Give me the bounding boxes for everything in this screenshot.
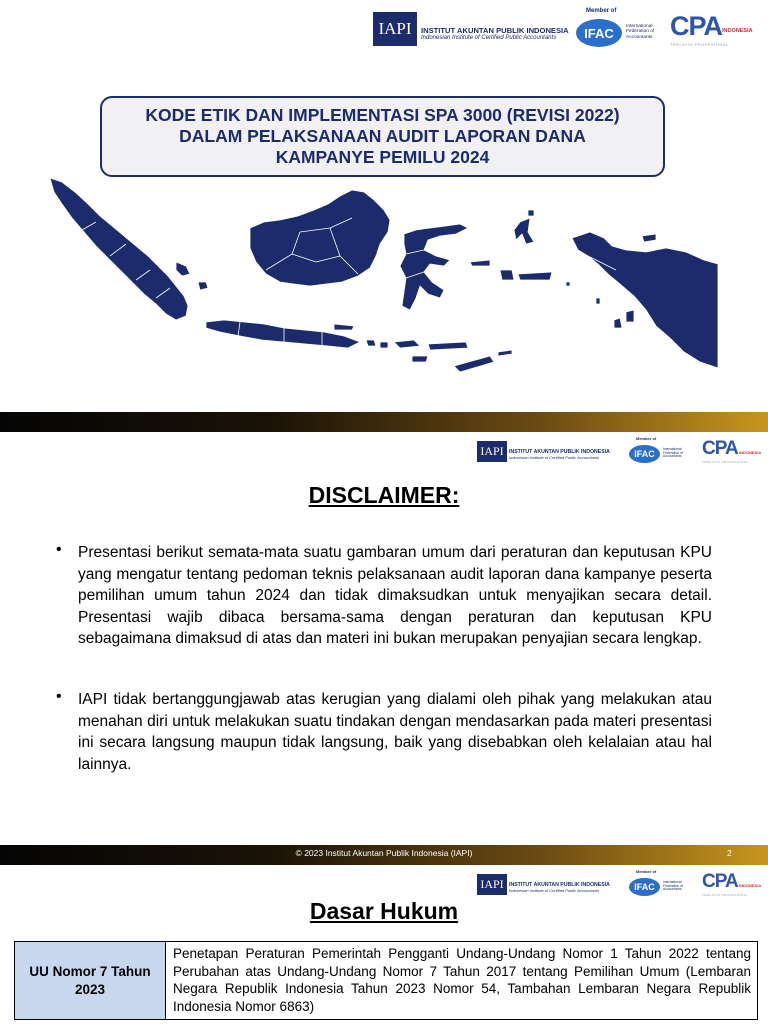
sumba-island: [412, 356, 428, 362]
law-label-cell: UU Nomor 7 Tahun 2023: [15, 942, 166, 1019]
iapi-logo-mark: IAPI: [477, 441, 507, 462]
sumbawa-island: [394, 340, 420, 348]
lombok-island: [380, 342, 388, 348]
aru-island: [626, 310, 634, 322]
bullet-dot-1: •: [56, 541, 62, 558]
ifac-logo-mark: IFAC: [576, 19, 622, 47]
logo-strip-slide-3: [477, 871, 762, 897]
buru-island: [500, 270, 514, 280]
iapi-logo-text: INSTITUT AKUNTAN PUBLIK INDONESIA Indonesian Institute of Certified Public Accountants: [421, 25, 569, 41]
bali-island: [366, 340, 376, 346]
ifac-logo: Member of IFAC International Federation of Accountants: [629, 439, 693, 463]
ifac-logo-mark: IFAC: [629, 445, 660, 463]
iapi-logo-text: INSTITUT AKUNTAN PUBLIK INDONESIA Indonesian Institute of Certified Public Accountants: [509, 449, 610, 460]
madura-island: [334, 324, 354, 330]
title-line-2: DALAM PELAKSANAAN AUDIT LAPORAN DANA: [179, 126, 586, 146]
ifac-logo: Member of IFAC International Federation of Accountants: [629, 872, 693, 896]
logo-strip-top: [373, 8, 753, 47]
bangka-island: [176, 262, 190, 276]
sulawesi-island: [400, 224, 468, 310]
page-number: 2: [727, 848, 732, 858]
seram-island: [518, 272, 552, 280]
wetar-island: [498, 350, 512, 356]
slide-divider-bar-1: [0, 412, 768, 432]
sula-island: [470, 260, 490, 266]
disclaimer-bullet-1: Presentasi berikut semata-mata suatu gambaran umum dari peraturan dan keputusan KPU yang mengatur tentang pedoman teknis pelaksanaan audit laporan dana kampanye peserta pemilihan umum tahun 2024 dan tidak dimaksudkan untuk menyajikan secara detail. Presentasi wajib dibaca bersama-sama dengan peraturan dan keputusan KPU sebagaimana dimaksud di atas dan materi ini bukan merupakan penyajian secara lengkap.: [78, 544, 712, 647]
indonesia-map: [0, 170, 768, 385]
tanimbar-island: [614, 318, 622, 328]
belitung-island: [198, 282, 208, 290]
logo-strip-slide-2: [477, 438, 762, 464]
halmahera-island: [514, 218, 534, 244]
title-line-1: KODE ETIK DAN IMPLEMENTASI SPA 3000 (REVISI 2022): [145, 105, 620, 125]
cpa-indonesia-logo: CPA INDONESIA TERLATIH PROFESIONAL: [702, 438, 762, 464]
iapi-logo-mark: IAPI: [373, 12, 417, 46]
cpa-indonesia-logo: CPA INDONESIA TERLATIH PROFESIONAL: [670, 11, 753, 47]
slide-1-title-box: [100, 96, 665, 177]
legal-basis-table: [14, 941, 758, 1020]
timor-island: [454, 356, 494, 372]
title-line-3: KAMPANYE PEMILU 2024: [275, 147, 490, 167]
iapi-logo-mark: IAPI: [477, 874, 507, 895]
dasar-hukum-heading: Dasar Hukum: [309, 898, 459, 924]
morotai-island: [528, 210, 534, 216]
disclaimer-bullet-2: IAPI tidak bertanggungjawab atas kerugian yang dialami oleh pihak yang melakukan atau menahan diri untuk melakukan suatu tindakan dengan mendasarkan pada materi presentasi ini secara langsung maupun tidak langsung, baik yang disebabkan oleh kelalaian atau hal lainnya.: [78, 691, 712, 773]
ifac-logo-mark: IFAC: [629, 878, 660, 896]
cpa-indonesia-logo: CPA INDONESIA TERLATIH PROFESIONAL: [702, 871, 762, 897]
ifac-logo: Member of IFAC International Federation of Accountants: [576, 11, 666, 47]
disclaimer-heading: DISCLAIMER:: [308, 482, 460, 508]
bullet-dot-2: •: [56, 688, 62, 705]
law-description-cell: Penetapan Peraturan Pemerintah Pengganti Undang-Undang Nomor 1 Tahun 2022 tentang Perubahan atas Undang-Undang Nomor 7 Tahun 2017 tentang Pemilihan Umum (Lembaran Negara Republik Indonesia Tahun 2023 Nomor 54, Tambahan Lembaran Negara Republik Indonesia Nomor 6863): [173, 946, 751, 1014]
kei-island: [596, 298, 600, 304]
papua-island: [572, 232, 718, 368]
banda-islands: [566, 282, 570, 286]
iapi-logo-text: INSTITUT AKUNTAN PUBLIK INDONESIA Indonesian Institute of Certified Public Accountants: [509, 882, 610, 893]
biak-island: [642, 234, 656, 242]
footer-copyright: © 2023 Institut Akuntan Publik Indonesia (IAPI): [295, 848, 473, 858]
kalimantan-island: [250, 190, 390, 286]
flores-island: [428, 342, 468, 350]
